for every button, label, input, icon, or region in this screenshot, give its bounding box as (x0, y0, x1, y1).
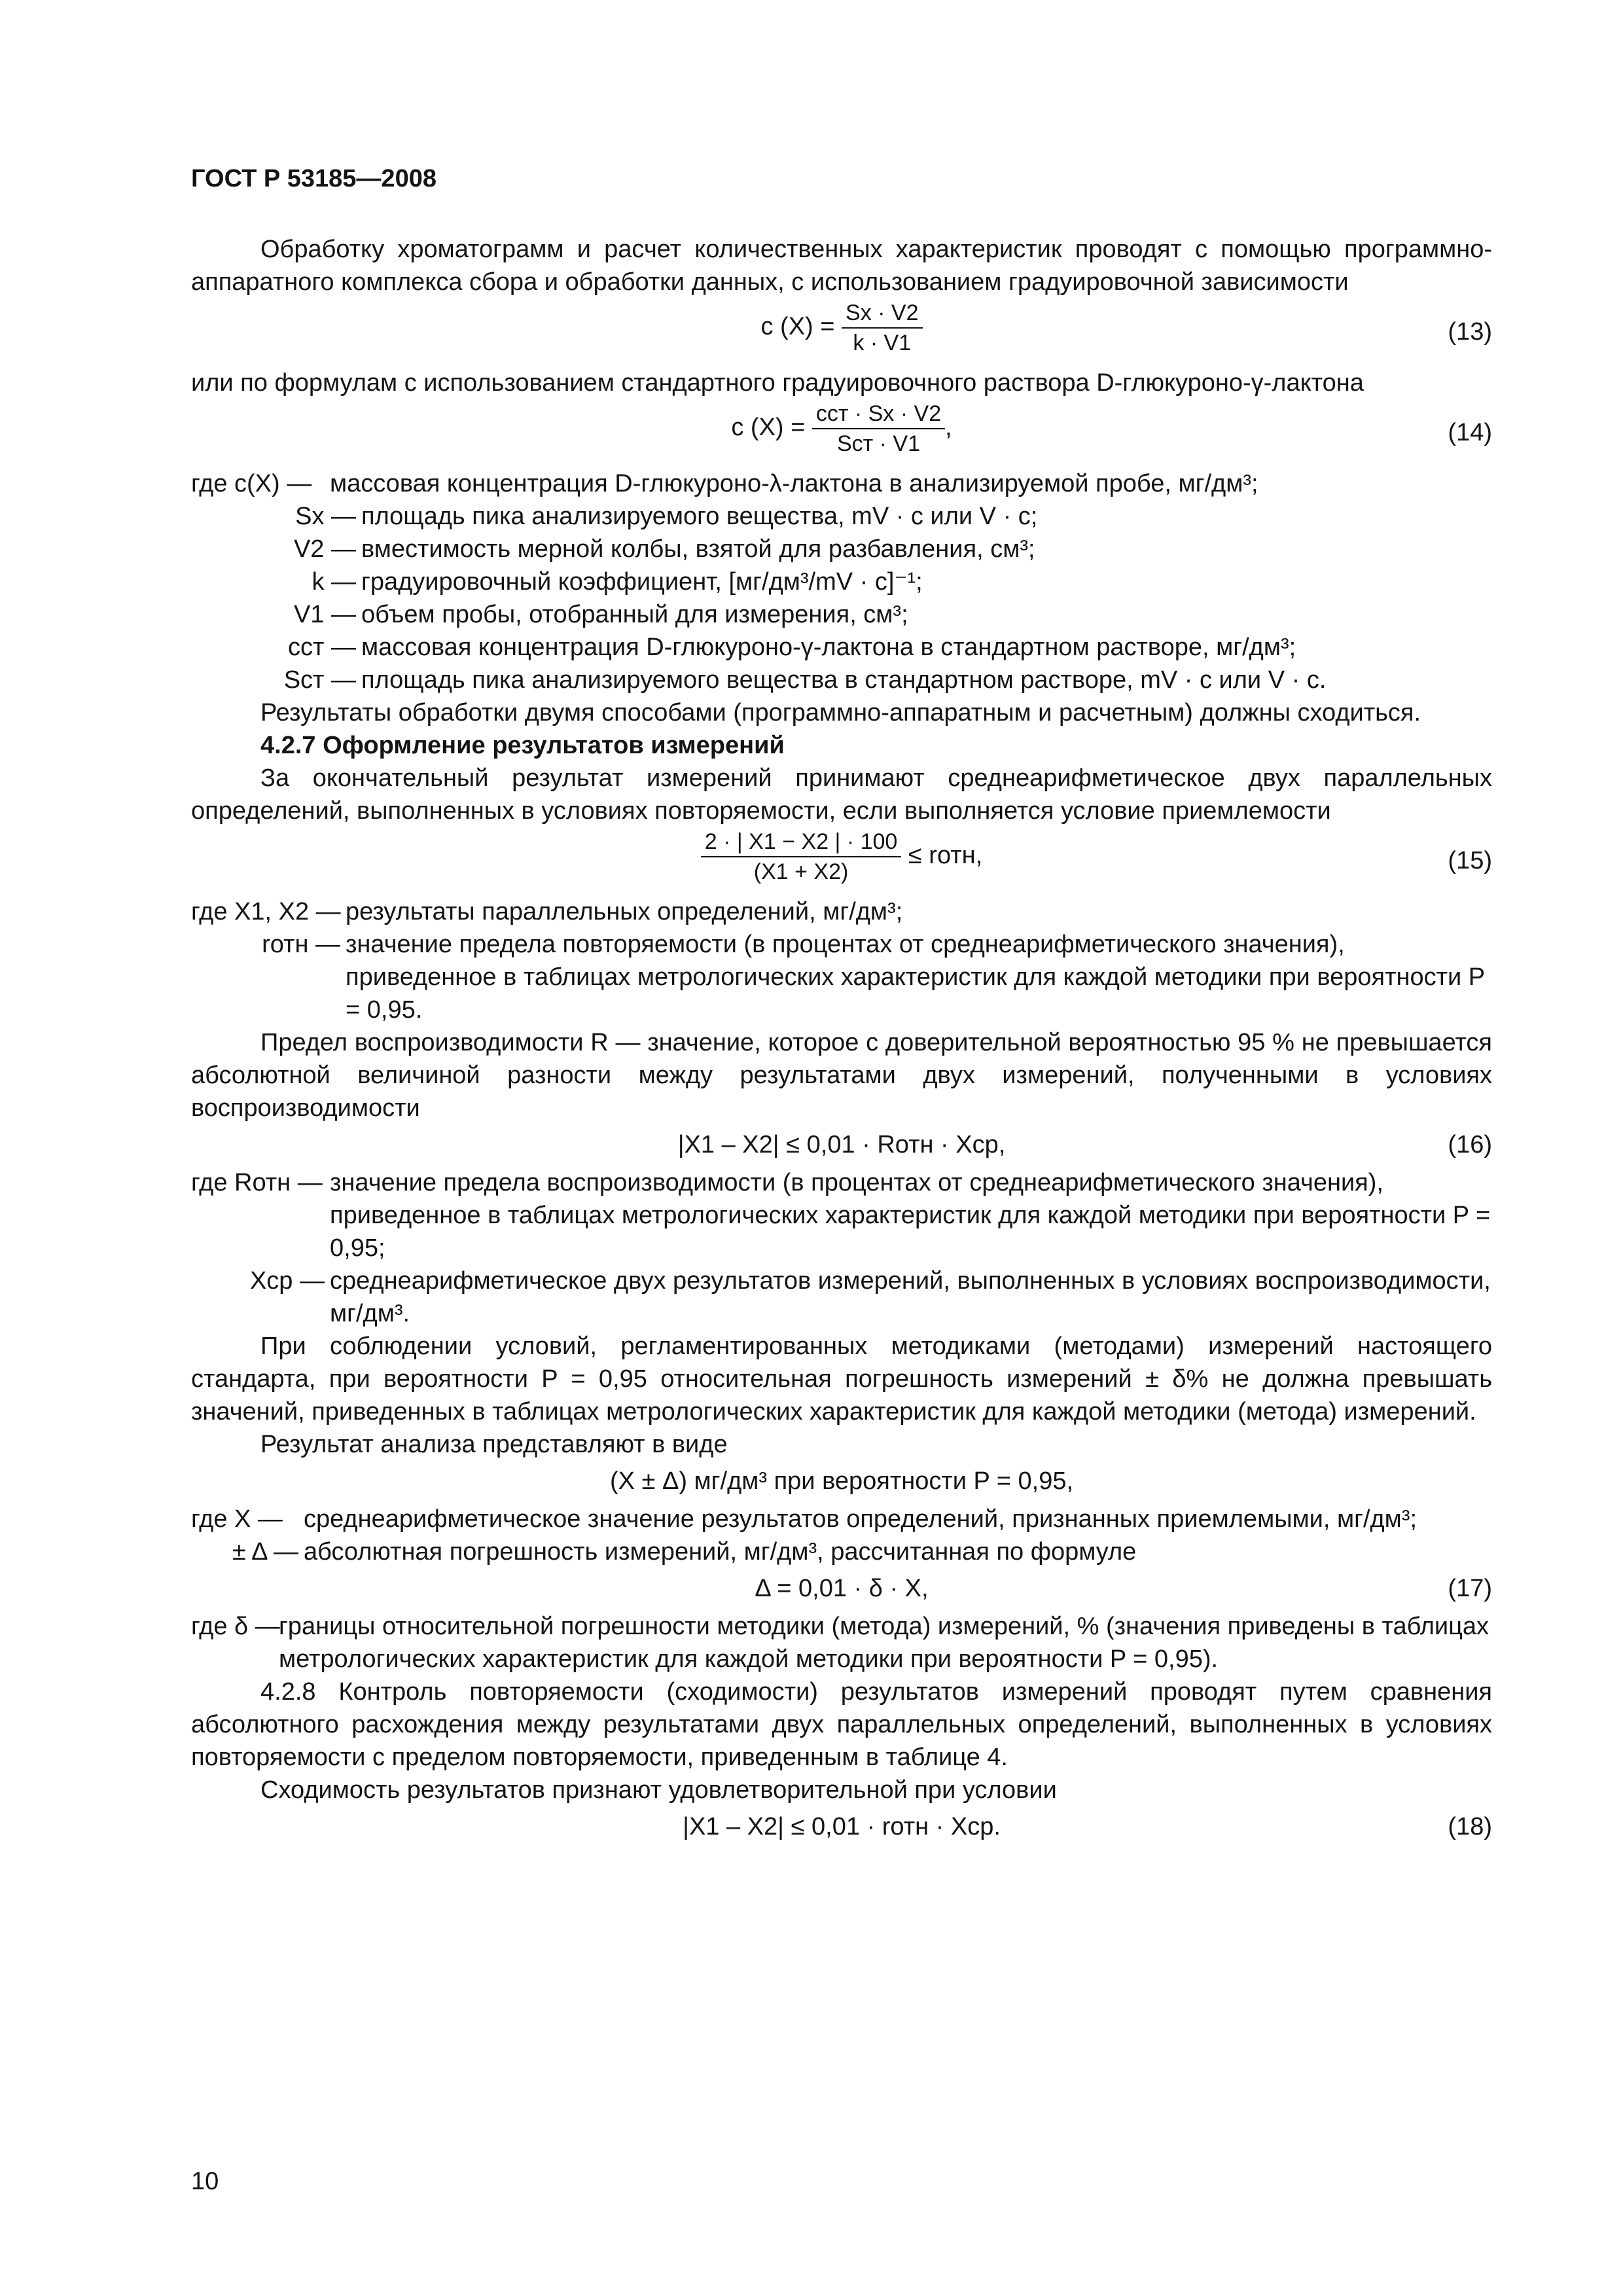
formula-16 (191, 1124, 1492, 1166)
definition-item (191, 598, 1492, 631)
definition-item (191, 928, 1492, 1026)
page-content (191, 162, 1492, 1848)
formula-15 (191, 827, 1492, 895)
definitions-list-5 (191, 1610, 1492, 1676)
definition-symbol: где X1, X2 — (191, 898, 341, 925)
formula-16-number: (16) (1448, 1131, 1492, 1158)
definition-item (191, 1610, 1492, 1676)
definitions-list-3 (191, 1166, 1492, 1330)
formula-result (191, 1461, 1492, 1503)
paragraph-results-agreement: Результаты обработки двумя способами (программно-аппаратным и расчетным) должны сходиться. (260, 699, 1421, 726)
definition-symbol: где Rотн — (191, 1169, 323, 1196)
paragraph-repeatability-control: 4.2.8 Контроль повторяемости (сходимости) результатов измерений проводят путем сравнения абсолютного расхождения между результатами двух параллельных определений, выполненных в условиях повторяемости с пределом повторяемости, приведенным в таблице 4. (191, 1678, 1492, 1771)
definition-symbol: k — (312, 568, 356, 596)
document-header: ГОСТ Р 53185—2008 (191, 165, 437, 192)
formula-17-body: Δ = 0,01 · δ · X, (755, 1575, 929, 1602)
definition-symbol: Xср — (249, 1267, 325, 1295)
formula-18-body: |X1 – X2| ≤ 0,01 · rотн · Xср. (683, 1813, 1001, 1840)
definition-item (191, 1265, 1492, 1330)
definition-symbol: где c(X) — (191, 470, 312, 497)
formula-14-denominator: Sст · V1 (836, 431, 921, 456)
definitions-list-4 (191, 1503, 1492, 1568)
paragraph-convergence: Сходимость результатов признают удовлетворительной при условии (260, 1776, 1057, 1804)
definition-text: границы относительной погрешности методики (метода) измерений, % (значения приведены в таблицах метрологических характеристик для каждой методики при вероятности P = 0,95). (279, 1613, 1489, 1673)
paragraph-result-form: Результат анализа представляют в виде (260, 1431, 728, 1458)
formula-14-tail: , (945, 414, 952, 442)
formula-15-fraction (701, 827, 902, 886)
definition-item (191, 1535, 1492, 1568)
definition-text: массовая концентрация D-глюкуроно-γ-лактона в стандартном растворе, мг/дм³; (361, 634, 1296, 661)
definition-text: абсолютная погрешность измерений, мг/дм³, рассчитанная по формуле (304, 1538, 1137, 1566)
definition-symbol: V2 — (293, 535, 356, 563)
definition-symbol: Sx — (295, 503, 356, 530)
definition-symbol: rотн — (262, 931, 340, 958)
page-number: 10 (191, 2168, 219, 2195)
formula-13-denominator: k · V1 (853, 331, 912, 355)
definition-item (191, 565, 1492, 598)
definition-text: среднеарифметическое двух результатов измерений, выполненных в условиях воспроизводимости, мг/дм³. (330, 1267, 1491, 1327)
definition-text: массовая концентрация D-глюкуроно-λ-лактона в анализируемой пробе, мг/дм³; (330, 470, 1258, 497)
definition-symbol: где X — (191, 1505, 283, 1533)
formula-14-number: (14) (1448, 419, 1492, 446)
formula-13-number: (13) (1448, 318, 1492, 346)
section-heading-4-2-7: 4.2.7 Оформление результатов измерений (260, 732, 785, 759)
definition-item (191, 1503, 1492, 1535)
paragraph-error-conditions: При соблюдении условий, регламентированных методиками (методами) измерений настоящего стандарта, при вероятности P = 0,95 относительная погрешность измерений ± δ% не должна превышать значений, приведенных в таблицах метрологических характеристик для каждой методики (метода) измерений. (191, 1333, 1492, 1426)
definition-text: значение предела воспроизводимости (в процентах от среднеарифметического значения), приведенное в таблицах метрологических характеристик для каждой методики при вероятности P = 0,95; (330, 1169, 1491, 1262)
definition-item (191, 467, 1492, 500)
definition-symbol: где δ — (191, 1613, 280, 1640)
formula-17 (191, 1568, 1492, 1610)
definition-text: вместимость мерной колбы, взятой для разбавления, см³; (361, 535, 1035, 563)
definition-item (191, 533, 1492, 565)
formula-15-rhs: ≤ rотн, (908, 842, 983, 870)
definitions-list-2 (191, 895, 1492, 1026)
definition-text: градуировочный коэффициент, [мг/дм³/mV · c]⁻¹; (361, 568, 923, 596)
definition-symbol: Sст — (283, 666, 356, 694)
definitions-list-1 (191, 467, 1492, 696)
definition-item (191, 1166, 1492, 1265)
formula-15-numerator: 2 · | X1 − X2 | · 100 (701, 827, 902, 857)
definition-item (191, 664, 1492, 696)
definition-text: объем пробы, отобранный для измерения, см³; (361, 601, 908, 628)
formula-15-number: (15) (1448, 847, 1492, 874)
formula-13-lhs: c (X) = (760, 313, 835, 341)
paragraph-reproducibility-limit: Предел воспроизводимости R — значение, которое с доверительной вероятностью 95 % не превышается абсолютной величиной разности между результатами двух измерений, полученными в условиях воспроизводимости (191, 1029, 1492, 1122)
definition-text: среднеарифметическое значение результатов определений, признанных приемлемыми, мг/дм³; (304, 1505, 1418, 1533)
formula-result-body: (X ± Δ) мг/дм³ при вероятности P = 0,95, (609, 1467, 1074, 1495)
formula-18 (191, 1806, 1492, 1848)
definition-symbol: ± Δ — (232, 1538, 298, 1566)
definition-text: площадь пика анализируемого вещества в стандартном растворе, mV · c или V · c. (361, 666, 1327, 694)
definition-text: значение предела повторяемости (в процентах от среднеарифметического значения), приведенное в таблицах метрологических характеристик для каждой методики при вероятности P = 0,95. (346, 931, 1485, 1024)
formula-14 (191, 399, 1492, 467)
formula-13 (191, 298, 1492, 367)
definition-text: площадь пика анализируемого вещества, mV · c или V · c; (361, 503, 1038, 530)
formula-13-numerator: Sx · V2 (842, 298, 922, 329)
definition-text: результаты параллельных определений, мг/дм³; (346, 898, 903, 925)
paragraph-final-result: За окончательный результат измерений принимают среднеарифметическое двух параллельных определений, выполненных в условиях повторяемости, если выполняется условие приемлемости (191, 764, 1492, 825)
definition-symbol: V1 — (293, 601, 356, 628)
definition-item (191, 500, 1492, 533)
paragraph-standard-solution: или по формулам с использованием стандартного градуировочного раствора D-глюкуроно-γ-лактона (191, 369, 1364, 397)
paragraph-intro: Обработку хроматограмм и расчет количественных характеристик проводят с помощью программно-аппаратного комплекса сбора и обработки данных, с использованием градуировочной зависимости (191, 236, 1492, 296)
formula-18-number: (18) (1448, 1813, 1492, 1840)
formula-16-body: |X1 – X2| ≤ 0,01 · Rотн · Xср, (677, 1131, 1006, 1158)
formula-14-lhs: c (X) = (731, 414, 806, 442)
formula-15-denominator: (X1 + X2) (753, 859, 849, 884)
formula-17-number: (17) (1448, 1575, 1492, 1602)
formula-14-fraction (812, 399, 945, 458)
definition-item (191, 631, 1492, 664)
definition-symbol: cст — (288, 634, 356, 661)
formula-14-numerator: cст · Sx · V2 (812, 399, 945, 429)
formula-13-fraction (842, 298, 922, 357)
definition-item (191, 895, 1492, 928)
